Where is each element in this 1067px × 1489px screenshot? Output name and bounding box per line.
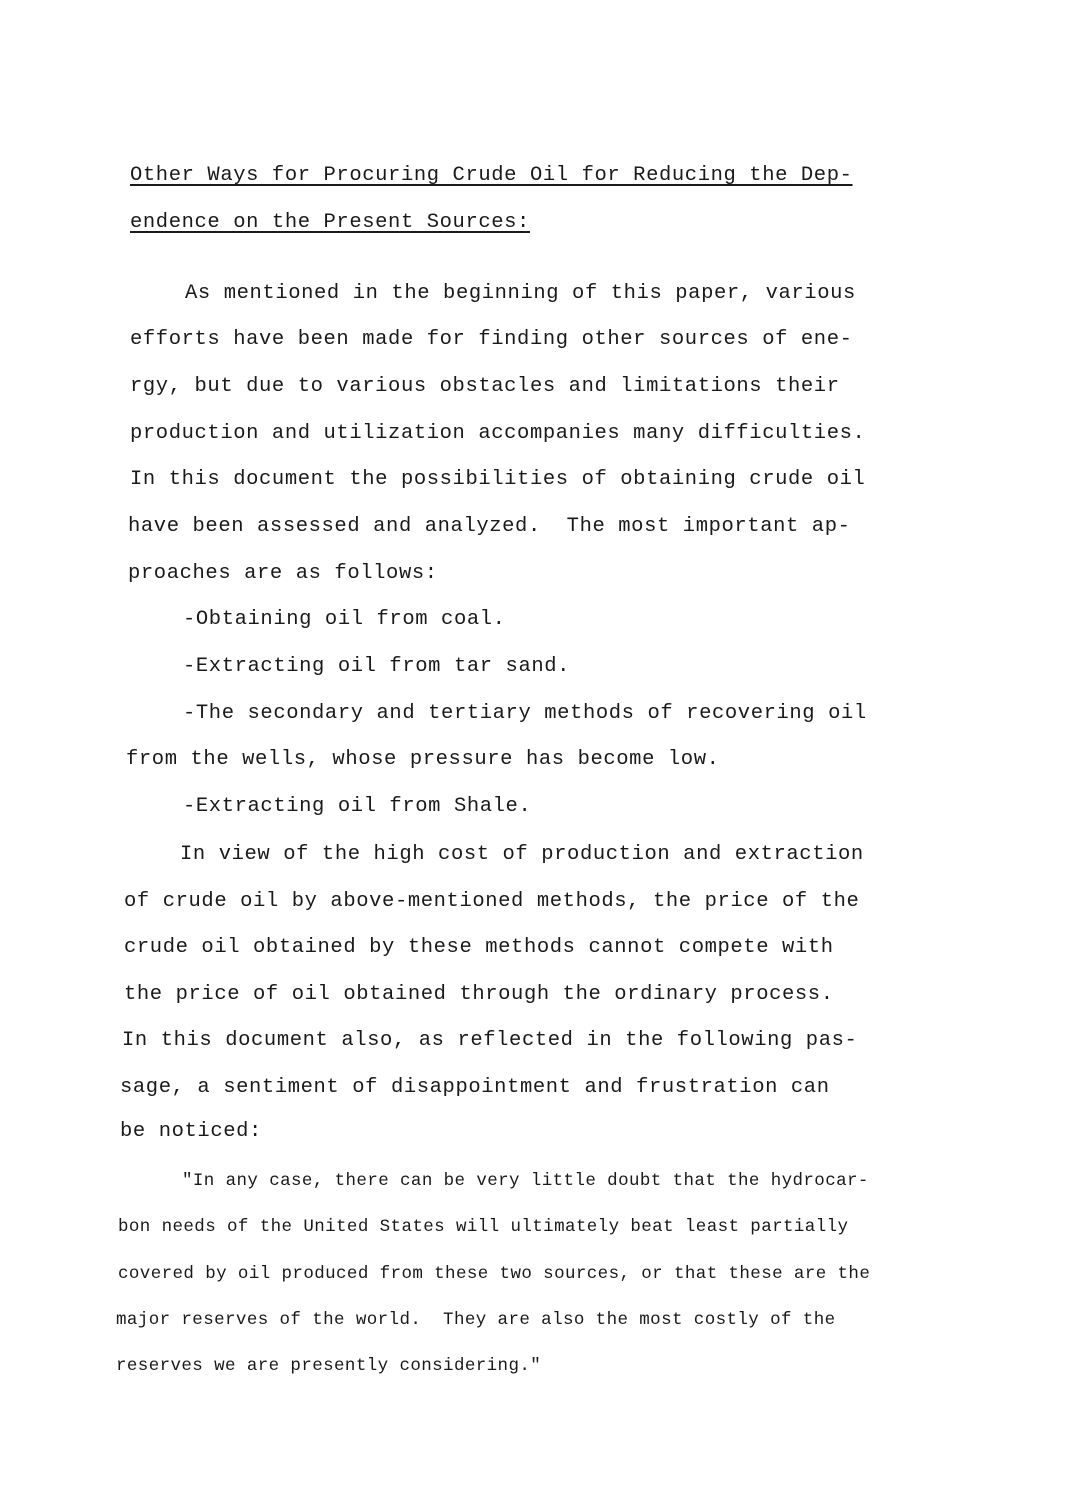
approach-item: -The secondary and tertiary methods of recovering oil — [183, 702, 867, 725]
paragraph-1-line: rgy, but due to various obstacles and limitations their — [130, 375, 840, 398]
quote-line: bon needs of the United States will ultimately beat least partially — [118, 1217, 849, 1237]
paragraph-1-line: production and utilization accompanies many difficulties. — [130, 422, 866, 445]
paragraph-1-line: efforts have been made for finding other sources of ene- — [130, 328, 853, 351]
quote-line: covered by oil produced from these two sources, or that these are the — [118, 1264, 871, 1284]
paragraph-1-line: proaches are as follows: — [128, 562, 438, 585]
paragraph-1-line: In this document the possibilities of obtaining crude oil — [130, 468, 866, 491]
paragraph-2-line: In view of the high cost of production and extraction — [180, 843, 864, 866]
approach-item: -Obtaining oil from coal. — [183, 608, 506, 631]
approach-item-continuation: from the wells, whose pressure has become low. — [126, 748, 720, 771]
quote-line: major reserves of the world. They are also the most costly of the — [116, 1310, 836, 1330]
approach-item: -Extracting oil from Shale. — [183, 795, 532, 818]
quote-line: "In any case, there can be very little doubt that the hydrocar- — [182, 1171, 869, 1191]
paragraph-2-line: crude oil obtained by these methods cannot compete with — [124, 936, 834, 959]
quote-line: reserves we are presently considering." — [116, 1356, 542, 1376]
paragraph-2-line: of crude oil by above-mentioned methods, the price of the — [124, 890, 860, 913]
heading-line-2: endence on the Present Sources: — [130, 211, 530, 234]
paragraph-2-line: the price of oil obtained through the ordinary process. — [124, 983, 834, 1006]
paragraph-2-line: be noticed: — [120, 1120, 262, 1143]
approach-item: -Extracting oil from tar sand. — [183, 655, 571, 678]
paragraph-2-line: In this document also, as reflected in the following pas- — [122, 1029, 858, 1052]
paragraph-1-line: As mentioned in the beginning of this paper, various — [185, 282, 856, 305]
paragraph-2-line: sage, a sentiment of disappointment and frustration can — [120, 1076, 830, 1099]
heading-line-1: Other Ways for Procuring Crude Oil for Reducing the Dep- — [130, 164, 853, 187]
paragraph-1-line: have been assessed and analyzed. The most important ap- — [128, 515, 851, 538]
